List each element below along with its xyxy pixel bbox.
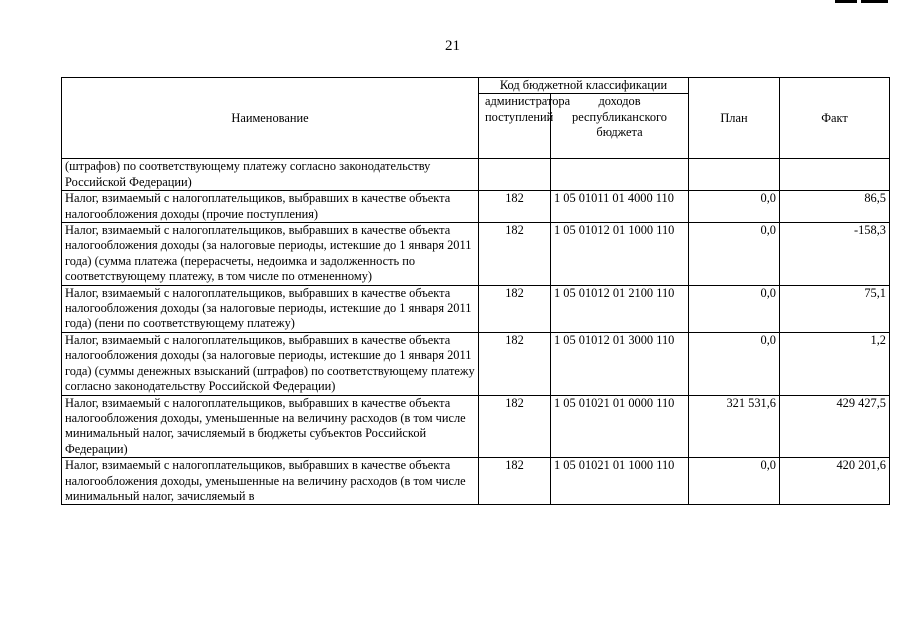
table-row [62, 395, 890, 458]
row-plan: 321 531,6 [689, 395, 780, 458]
table-row [62, 285, 890, 332]
row-code: 1 05 01012 01 3000 110 [551, 332, 689, 395]
row-name: Налог, взимаемый с налогоплательщиков, выбравших в качестве объекта налогообложения доходы (прочие поступления) [62, 191, 479, 223]
row-fact: 429 427,5 [780, 395, 890, 458]
table-row [62, 458, 890, 505]
corner-mark [861, 0, 888, 3]
row-admin: 182 [479, 191, 551, 223]
row-fact [780, 159, 890, 191]
table-header [62, 78, 890, 159]
row-admin: 182 [479, 285, 551, 332]
table-row [62, 191, 890, 223]
header-admin: администратора поступлений [479, 94, 551, 159]
row-name: Налог, взимаемый с налогоплательщиков, выбравших в качестве объекта налогообложения доходы (за налоговые периоды, истекшие до 1 января 2011 года) (пени по соответствующему платежу) [62, 285, 479, 332]
row-plan: 0,0 [689, 223, 780, 286]
row-admin [479, 159, 551, 191]
row-fact: 86,5 [780, 191, 890, 223]
row-name: Налог, взимаемый с налогоплательщиков, выбравших в качестве объекта налогообложения доходы (за налоговые периоды, истекшие до 1 января 2011 года) (сумма платежа (перерасчеты, недоимка и задолженность по соответствующему платежу, в том числе по отмененному) [62, 223, 479, 286]
table-row [62, 223, 890, 286]
header-fact: Факт [780, 78, 890, 159]
row-code: 1 05 01011 01 4000 110 [551, 191, 689, 223]
row-admin: 182 [479, 332, 551, 395]
table-row [62, 332, 890, 395]
row-code: 1 05 01021 01 0000 110 [551, 395, 689, 458]
row-admin: 182 [479, 395, 551, 458]
row-name: (штрафов) по соответствующему платежу согласно законодательству Российской Федерации) [62, 159, 479, 191]
row-admin: 182 [479, 223, 551, 286]
row-name: Налог, взимаемый с налогоплательщиков, выбравших в качестве объекта налогообложения доходы, уменьшенные на величину расходов (в том числе минимальный налог, зачисляемый в [62, 458, 479, 505]
row-code: 1 05 01012 01 1000 110 [551, 223, 689, 286]
row-fact: -158,3 [780, 223, 890, 286]
corner-mark [835, 0, 857, 3]
row-plan: 0,0 [689, 285, 780, 332]
page-number: 21 [445, 38, 460, 54]
row-code: 1 05 01012 01 2100 110 [551, 285, 689, 332]
header-revenue: доходов республиканского бюджета [551, 94, 689, 159]
row-plan: 0,0 [689, 332, 780, 395]
row-name: Налог, взимаемый с налогоплательщиков, выбравших в качестве объекта налогообложения доходы (за налоговые периоды, истекшие до 1 января 2011 года) (суммы денежных взысканий (штрафов) по соответствующему платежу согласно законодательству Российской Федерации) [62, 332, 479, 395]
table-row [62, 159, 890, 191]
row-admin: 182 [479, 458, 551, 505]
row-name: Налог, взимаемый с налогоплательщиков, выбравших в качестве объекта налогообложения доходы, уменьшенные на величину расходов (в том числе минимальный налог, зачисляемый в бюджеты субъектов Российской Федерации) [62, 395, 479, 458]
row-fact: 75,1 [780, 285, 890, 332]
row-plan: 0,0 [689, 191, 780, 223]
table-body [62, 159, 890, 505]
header-code-group: Код бюджетной классификации [479, 78, 689, 94]
row-fact: 420 201,6 [780, 458, 890, 505]
row-fact: 1,2 [780, 332, 890, 395]
row-plan: 0,0 [689, 458, 780, 505]
header-plan: План [689, 78, 780, 159]
header-name: Наименование [62, 78, 479, 159]
budget-table [61, 77, 890, 505]
row-code: 1 05 01021 01 1000 110 [551, 458, 689, 505]
row-plan [689, 159, 780, 191]
row-code [551, 159, 689, 191]
